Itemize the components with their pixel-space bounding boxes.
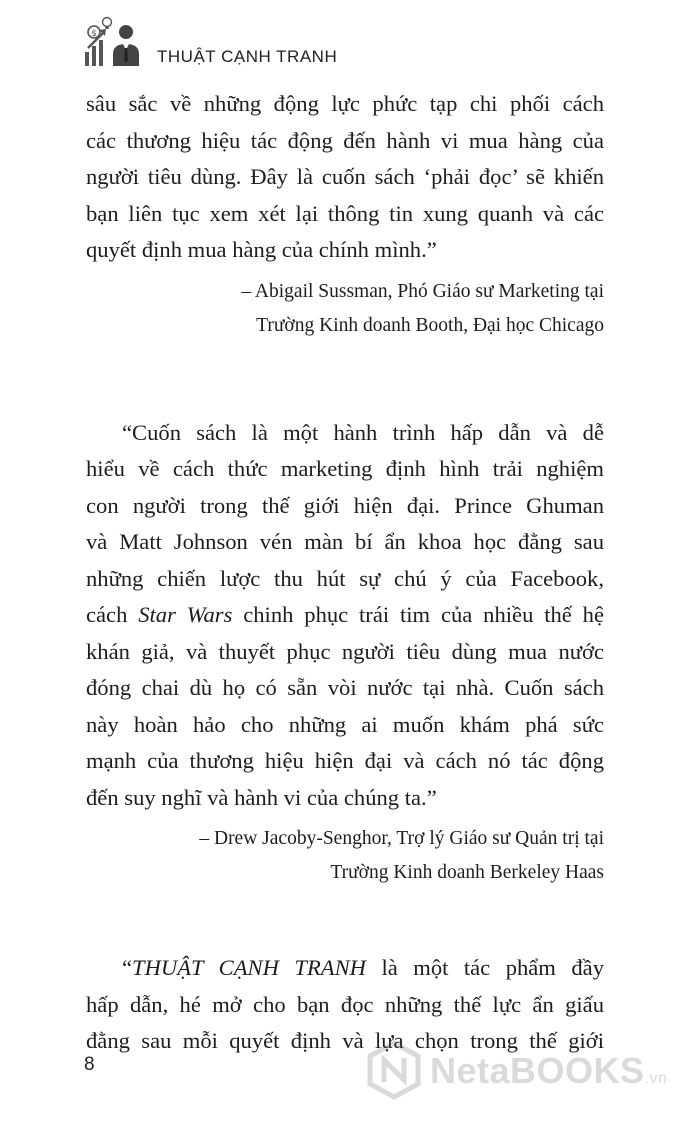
text-line: đến suy nghĩ và hành vi của chúng ta.”: [86, 784, 437, 810]
text-segment: là một tác phẩm đầy: [365, 955, 604, 980]
attribution-line: Trường Kinh doanh Berkeley Haas: [330, 862, 604, 883]
watermark-text: [430, 1050, 667, 1092]
text-line: “Cuốn sách là một hành trình hấp dẫn và dễ: [122, 419, 604, 445]
text-line: và Matt Johnson vén màn bí ẩn khoa học đằng sau: [86, 529, 604, 554]
quote1-attribution: [86, 275, 604, 343]
quote2-attribution: [86, 822, 604, 890]
attribution-line: – Abigail Sussman, Phó Giáo sư Marketing tại: [241, 280, 604, 302]
text-line: bạn liên tục xem xét lại thông tin xung quanh và các: [86, 200, 604, 226]
running-header: [82, 14, 622, 70]
text-line: đằng sau mỗi quyết định và lựa chọn trong thế giới: [86, 1028, 604, 1053]
book-title-thuat-canh-tranh: THUẬT CẠNH TRANH: [132, 955, 366, 980]
text-line: [86, 950, 604, 987]
text-line: mạnh của thương hiệu hiện đại và cách nó tác động: [86, 748, 604, 773]
text-segment: “: [122, 955, 133, 980]
netabooks-logo-icon: [364, 1040, 424, 1100]
text-line: các thương hiệu tác động đến hành vi mua hàng của: [86, 127, 604, 153]
page-number: 8: [84, 1054, 95, 1075]
businessman-growth-logo-icon: [82, 14, 144, 68]
text-line: sâu sắc về những động lực phức tạp chi phối cách: [86, 91, 604, 116]
svg-text:$: $: [91, 29, 97, 39]
attribution-line: Trường Kinh doanh Booth, Đại học Chicago: [256, 314, 604, 336]
text-line: hấp dẫn, hé mở cho bạn đọc những thế lực ẩn giấu: [86, 991, 604, 1017]
text-line: này hoàn hảo cho những ai muốn khám phá sức: [86, 711, 604, 737]
text-segment: cách: [86, 602, 139, 627]
netabooks-watermark: [364, 1036, 684, 1106]
watermark-brand: NetaBOOKS: [430, 1050, 645, 1091]
book-title-star-wars: Star Wars: [138, 602, 233, 627]
text-line: quyết định mua hàng của chính mình.”: [86, 237, 437, 262]
text-line: con người trong thế giới hiện đại. Prince Ghuman: [86, 492, 604, 518]
attribution-line: – Drew Jacoby-Senghor, Trợ lý Giáo sư Quản trị tại: [199, 828, 604, 849]
text-line: đóng chai dù họ có sẵn vòi nước tại nhà. Cuốn sách: [86, 675, 604, 700]
quote1-paragraph: [86, 86, 604, 269]
text-line: người tiêu dùng. Đây là cuốn sách ‘phải đọc’ sẽ khiến: [86, 164, 604, 189]
text-segment: chinh phục trái tim của nhiều thế hệ: [232, 602, 604, 627]
text-line: hiểu về cách thức marketing định hình trải nghiệm: [86, 456, 604, 481]
quote2-paragraph: [86, 415, 604, 817]
watermark-suffix: .vn: [644, 1070, 668, 1087]
text-line: khán giả, và thuyết phục người tiêu dùng mua nước: [86, 638, 604, 664]
page-body: [86, 86, 604, 1060]
text-line: những chiến lược thu hút sự chú ý của Facebook,: [86, 565, 604, 591]
running-header-title: THUẬT CẠNH TRANH: [157, 47, 338, 66]
text-line: [86, 597, 604, 634]
